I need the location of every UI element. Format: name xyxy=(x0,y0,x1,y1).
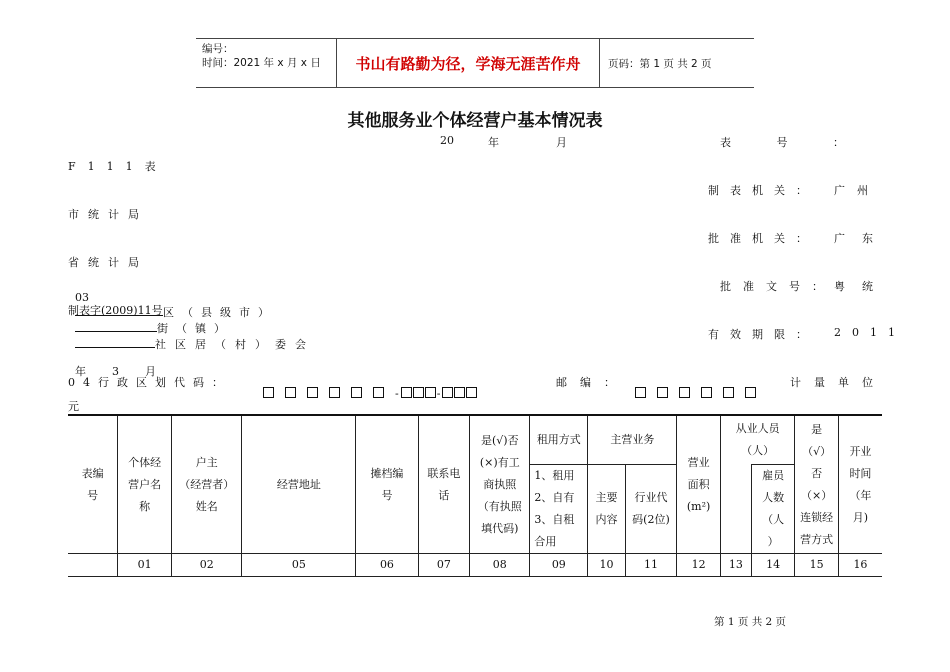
postcode-boxes[interactable] xyxy=(628,374,767,400)
col-staff-title: 从业人员 （人） xyxy=(720,415,795,465)
col-business-name: 个体经 营户名 称 xyxy=(118,415,172,554)
field-03-prefix: 03 xyxy=(75,291,89,304)
business-table xyxy=(68,414,882,577)
col-business-title: 主营业务 xyxy=(588,415,677,465)
code-cell: 07 xyxy=(418,554,470,577)
time-label: 时间：2021 年 x 月 x 日 xyxy=(202,57,321,69)
year-unit: 年 xyxy=(488,136,499,149)
col-table-no: 表编 号 xyxy=(68,415,118,554)
street-blank[interactable] xyxy=(75,321,157,332)
code-cell: 14 xyxy=(751,554,794,577)
street-label: 街（镇） xyxy=(157,322,233,335)
document-header xyxy=(196,38,754,88)
community-label: 社区居（村）委会 xyxy=(155,338,315,351)
col-address: 经营地址 xyxy=(242,415,356,554)
code-cell: 16 xyxy=(838,554,882,577)
code-cell: 08 xyxy=(470,554,530,577)
form-no: F111表 xyxy=(68,160,168,173)
col-stall-no: 摊档编 号 xyxy=(356,415,418,554)
code-cell: 15 xyxy=(795,554,838,577)
admin-code-label: 04行政区划代码： xyxy=(68,376,231,389)
org-value-cont: 市统计局 xyxy=(68,208,148,221)
col-industry-code: 行业代 码(2位) xyxy=(625,465,677,554)
code-cell: 09 xyxy=(530,554,588,577)
code-cell: 02 xyxy=(172,554,242,577)
org-label: 制表机关： xyxy=(708,184,818,197)
col-area: 营业 面积 (m²) xyxy=(677,415,720,554)
col-rent-title: 租用方式 xyxy=(530,415,588,465)
code-cell: 12 xyxy=(677,554,720,577)
header-meta xyxy=(196,39,336,87)
admin-code-boxes[interactable]: - - xyxy=(256,374,478,400)
page-indicator: 页码：第 1 页 共 2 页 xyxy=(608,57,712,70)
approve-value: 广东 xyxy=(834,232,890,245)
postcode-label: 邮编： xyxy=(556,376,628,389)
district-label: 区（县级市） xyxy=(163,306,277,319)
unit-value: 元 xyxy=(68,400,79,413)
doc-value-cont: 制表字(2009)11号 xyxy=(68,304,163,317)
page-footer: 第 1 页 共 2 页 xyxy=(714,616,787,628)
unit-label: 计量单位 xyxy=(790,376,886,389)
community-blank[interactable] xyxy=(75,337,155,348)
valid-value: 2011 xyxy=(834,326,906,339)
motto: 书山有路勤为径，学海无涯苦作舟 xyxy=(336,39,600,87)
col-owner-name: 户主 （经营者） 姓名 xyxy=(172,415,242,554)
code-cell: 10 xyxy=(588,554,625,577)
col-staff-total xyxy=(720,465,751,554)
page-title: 其他服务业个体经营户基本情况表 xyxy=(347,111,603,131)
approve-label: 批准机关： xyxy=(708,232,818,245)
valid-cont: 年 3 月 xyxy=(75,365,156,378)
number-label: 编号： xyxy=(202,43,234,55)
month-unit: 月 xyxy=(556,136,567,149)
code-cell: 11 xyxy=(625,554,677,577)
doc-label: 批准文号： xyxy=(720,280,835,293)
report-year: 20 xyxy=(440,134,454,147)
col-employees: 雇员 人数 （人 ） xyxy=(751,465,794,554)
col-license: 是(√)否 (×)有工 商执照 （有执照 填代码) xyxy=(470,415,530,554)
valid-label: 有效期限： xyxy=(708,328,818,341)
col-main-content: 主要 内容 xyxy=(588,465,625,554)
col-chain: 是 （√） 否 （×） 连锁经 营方式 xyxy=(795,415,838,554)
col-phone: 联系电 话 xyxy=(418,415,470,554)
form-no-label: 表 号 ： xyxy=(720,136,844,149)
code-row xyxy=(68,554,882,577)
code-cell: 01 xyxy=(118,554,172,577)
code-cell: 06 xyxy=(356,554,418,577)
col-open-date: 开业 时间 （年 月) xyxy=(838,415,882,554)
code-cell xyxy=(68,554,118,577)
approve-value-cont: 省统计局 xyxy=(68,256,148,269)
org-value: 广州 xyxy=(834,184,880,197)
doc-value: 粤统 xyxy=(834,280,890,293)
col-rent-options: 1、租用 2、自有 3、自租 合用 xyxy=(530,465,588,554)
code-cell: 05 xyxy=(242,554,356,577)
code-cell: 13 xyxy=(720,554,751,577)
